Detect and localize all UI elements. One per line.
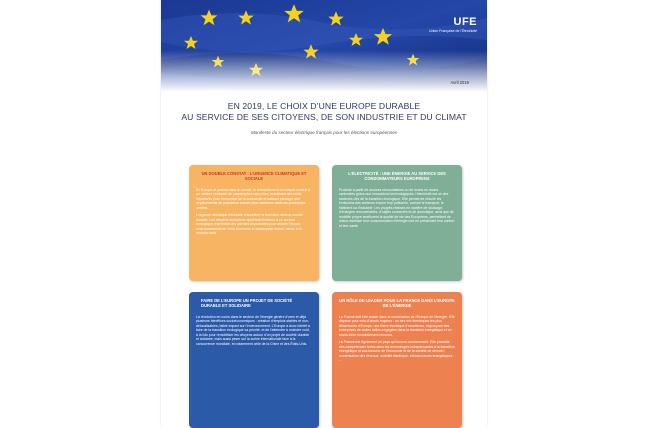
box-paragraph: La révolution en cours dans le secteur de l’énergie génère d’ores et déjà plusieurs bénéfices socioéconomiques : création d’emplois stables et non-délocalisables, faible impact sur l’environnement. L’Europe a donc intérêt à faire de la transition écologique sa priorité, et de l’atteindre à moindre coût, à la fois pour remobiliser les citoyens autour d’un projet de société durable et solidaire, mais aussi peser sur la scène internationale face à la concurrence mondiale, et notamment celle de la Chine et des États-Unis. bbox=[196, 314, 310, 346]
box-paragraph: L’urgence climatique nécessite d’accélérer la transition vers un monde durable. Les citoyens européens appellent d’ailleurs à un sursaut écologique, exprimant des attentes importantes pour réduire l’impact environnemental de notre économie et consommer moins, mieux et à moindre coût. bbox=[196, 213, 303, 236]
title-line-1: EN 2019, LE CHOIX D’UNE EUROPE DURABLE bbox=[227, 101, 421, 111]
ufe-logo bbox=[429, 16, 477, 33]
eu-flag-banner bbox=[161, 0, 487, 92]
eu-flag-image bbox=[161, 0, 487, 92]
box-body bbox=[189, 313, 319, 347]
box-leader-france bbox=[332, 292, 462, 428]
publication-date: Avril 2019 bbox=[450, 80, 469, 85]
box-heading: L’ÉLECTRICITÉ : UNE ÉNERGIE AU SERVICE DES CONSOMMATEURS EUROPÉENS bbox=[348, 171, 446, 182]
box-double-constat bbox=[189, 165, 319, 281]
document-title bbox=[161, 101, 487, 123]
box-paragraph: Produite à partir de sources renouvelables ou de moins en moins carbonées grâce aux innovations technologiques, l’électricité est un des secteurs-clés de la transition écologique. Elle permet de réduire les émissions des secteurs encore trop polluants, comme le transport, le bâtiment ou l’industrie. Les progrès réalisés en matière de stockage, d’énergies renouvelables, d’objets connectés et de domotique, ainsi que de mobilité propre améliorent la qualité de vie des Européens, permettent de mieux maîtriser leur consommation d’énergie tout en préservant leur confort et leur santé. bbox=[339, 187, 455, 228]
document-subtitle: Manifeste du secteur électrique français pour les élections européennes bbox=[250, 130, 398, 135]
box-body bbox=[332, 186, 462, 229]
box-body bbox=[189, 186, 319, 236]
box-electricite bbox=[332, 165, 462, 281]
box-heading: FAIRE DE L’EUROPE UN PROJET DE SOCIÉTÉ DURABLE ET SOLIDAIRE bbox=[201, 298, 293, 309]
box-body bbox=[332, 313, 462, 363]
title-line-2: AU SERVICE DE SES CITOYENS, DE SON INDUSTRIE ET DU CLIMAT bbox=[181, 112, 467, 122]
box-paragraph: La France est également un pays qui innove constamment. Elle possède des compétences fortes dans les technologies indispensables à la transition énergétique et aux besoins de l’économie et de la société de demain : numérisation des réseaux, mobilité électrique, infrastructures énergétiques … bbox=[339, 340, 455, 363]
box-heading: UN RÔLE DE LEADER POUR LA FRANCE DANS L’EUROPE DE L’ÉNERGIE bbox=[339, 298, 455, 309]
logo-mark: UFE bbox=[453, 16, 477, 28]
box-paragraph: En Europe et partout dans le monde, le réchauffement climatique conduit à un nombre croissant de catastrophes naturelles, entraînant des coûts importants pour l’ensemble de la collectivité et laissant présager des déplacements de population encore plus nombreux dans les prochaines années. bbox=[196, 187, 311, 210]
box-heading: UN DOUBLE CONSTAT : L’URGENCE CLIMATIQUE ET SOCIALE bbox=[201, 171, 307, 182]
box-paragraph: La France doit être leader dans la construction de l’Europe de l’énergie. Elle dispose pour cela d’atouts majeurs : un des mix électriques les plus décarbonés d’Europe, une filière électrique d’excellence, regroupant des entreprises de toutes tailles engagées dans la transition énergétique et un savoir-faire mondialement reconnu. bbox=[339, 314, 455, 337]
logo-subtitle: Union Française de l'Électricité bbox=[429, 29, 477, 33]
box-projet-societe bbox=[189, 292, 319, 428]
